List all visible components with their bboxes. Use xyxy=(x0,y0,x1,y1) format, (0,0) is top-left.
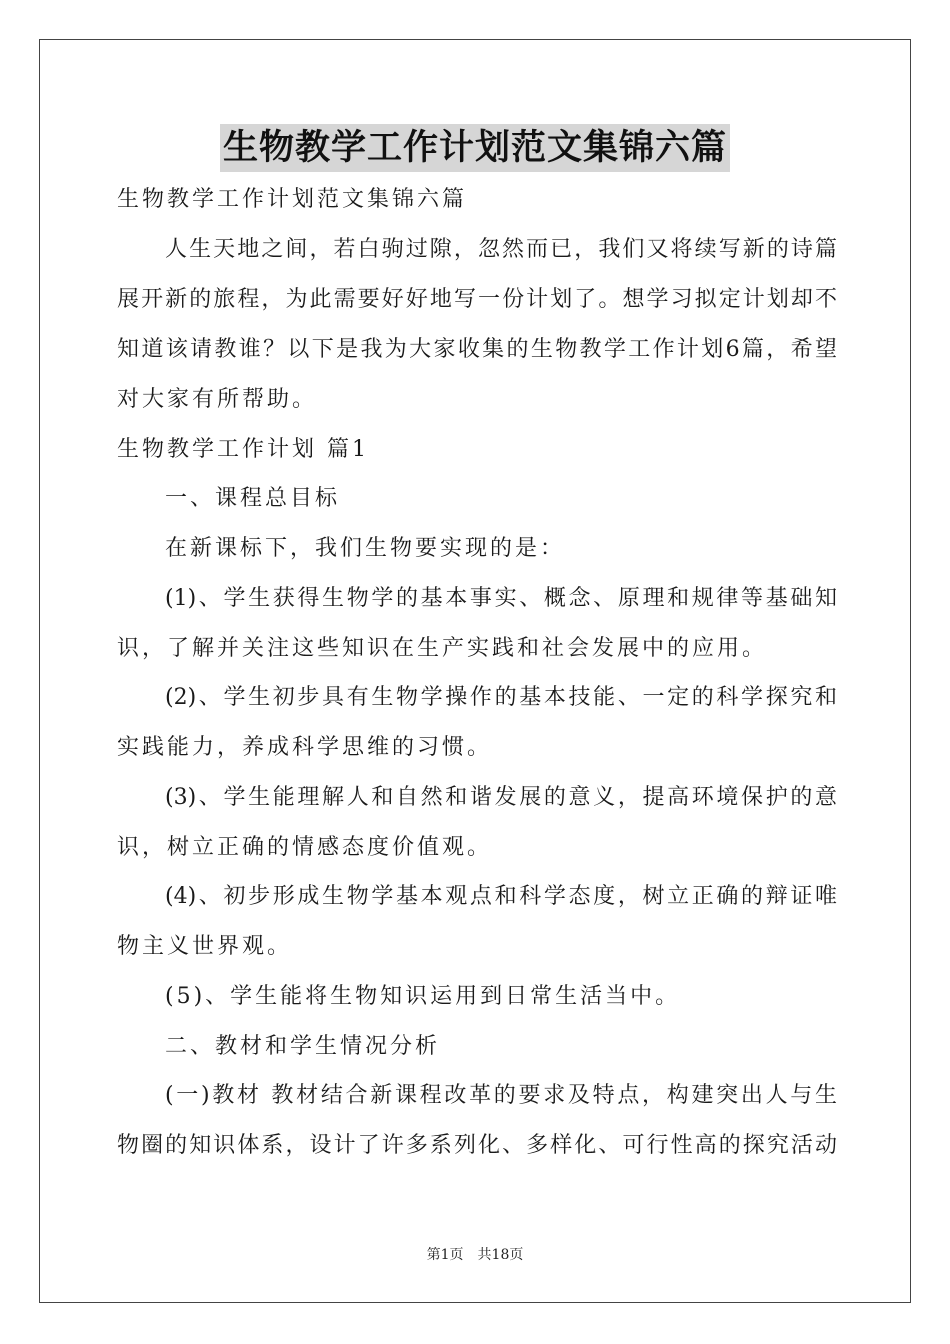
paragraph-line: 物圈的知识体系，设计了许多系列化、多样化、可行性高的探究活动 xyxy=(117,1133,837,1158)
paragraph-line: 对大家有所帮助。 xyxy=(117,387,318,412)
page-footer: 第1页 共18页 xyxy=(426,1247,524,1263)
list-item-line: 物主义世界观。 xyxy=(117,934,293,959)
title-wrap xyxy=(0,124,950,172)
page-border xyxy=(39,39,911,1303)
list-item-line: (5)、学生能将生物知识运用到日常生活当中。 xyxy=(165,984,681,1009)
paragraph-line: 知道该请教谁？以下是我为大家收集的生物教学工作计划6篇，希望 xyxy=(117,337,837,362)
list-item-line: (4)、初步形成生物学基本观点和科学态度，树立正确的辩证唯 xyxy=(165,884,837,909)
subsection-heading: 一、课程总目标 xyxy=(165,486,341,511)
document-title: 生物教学工作计划范文集锦六篇 xyxy=(220,124,730,172)
paragraph-line: 展开新的旅程，为此需要好好地写一份计划了。想学习拟定计划却不 xyxy=(117,287,837,312)
paragraph-line: 人生天地之间，若白驹过隙，忽然而已，我们又将续写新的诗篇 xyxy=(165,237,837,262)
list-item-line: (1)、学生获得生物学的基本事实、概念、原理和规律等基础知 xyxy=(165,586,837,611)
list-item-line: (3)、学生能理解人和自然和谐发展的意义，提高环境保护的意 xyxy=(165,785,837,810)
list-item-line: 识，树立正确的情感态度价值观。 xyxy=(117,835,493,860)
section-heading: 生物教学工作计划 篇1 xyxy=(117,437,369,462)
subtitle-line: 生物教学工作计划范文集锦六篇 xyxy=(117,187,468,212)
list-item-line: (2)、学生初步具有生物学操作的基本技能、一定的科学探究和 xyxy=(165,685,837,710)
subsection-heading: 二、教材和学生情况分析 xyxy=(165,1034,441,1059)
paragraph-line: 在新课标下，我们生物要实现的是： xyxy=(165,536,566,561)
paragraph-line: (一)教材 教材结合新课程改革的要求及特点，构建突出人与生 xyxy=(165,1083,837,1108)
list-item-line: 识，了解并关注这些知识在生产实践和社会发展中的应用。 xyxy=(117,636,768,661)
list-item-line: 实践能力，养成科学思维的习惯。 xyxy=(117,735,493,760)
